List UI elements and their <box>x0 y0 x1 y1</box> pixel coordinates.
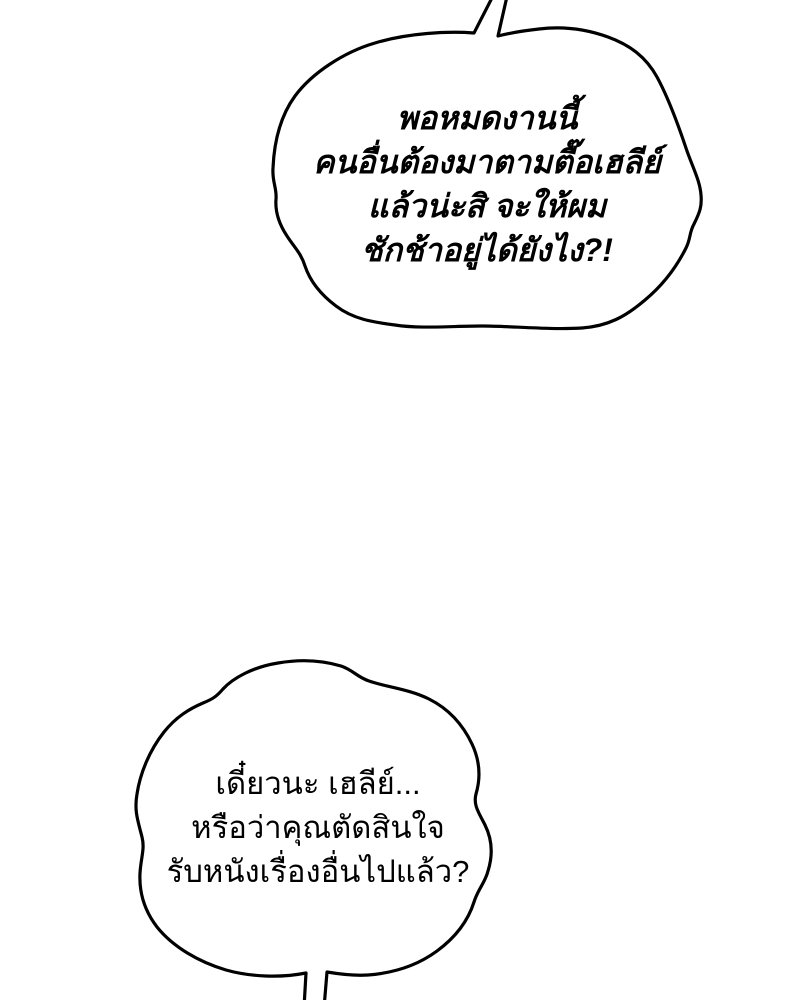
dialogue-line: ชักช้าอยู่ได้ยังไง?! <box>361 232 613 268</box>
dialogue-line: พอหมดงานนี้ <box>396 100 578 136</box>
dialogue-line: หรือว่าคุณตัดสินใจ <box>191 810 445 845</box>
top-bubble-text <box>272 96 702 272</box>
dialogue-line: คนอื่นต้องมาตามตื๊อเฮลีย์ <box>313 144 661 180</box>
bottom-bubble-text <box>133 762 503 894</box>
dialogue-line: แล้วน่ะสิ จะให้ผม <box>367 188 607 224</box>
dialogue-line: รับหนังเรื่องอื่นไปแล้ว? <box>166 854 470 889</box>
dialogue-line: เดี๋ยวนะ เฮลีย์... <box>215 766 421 801</box>
